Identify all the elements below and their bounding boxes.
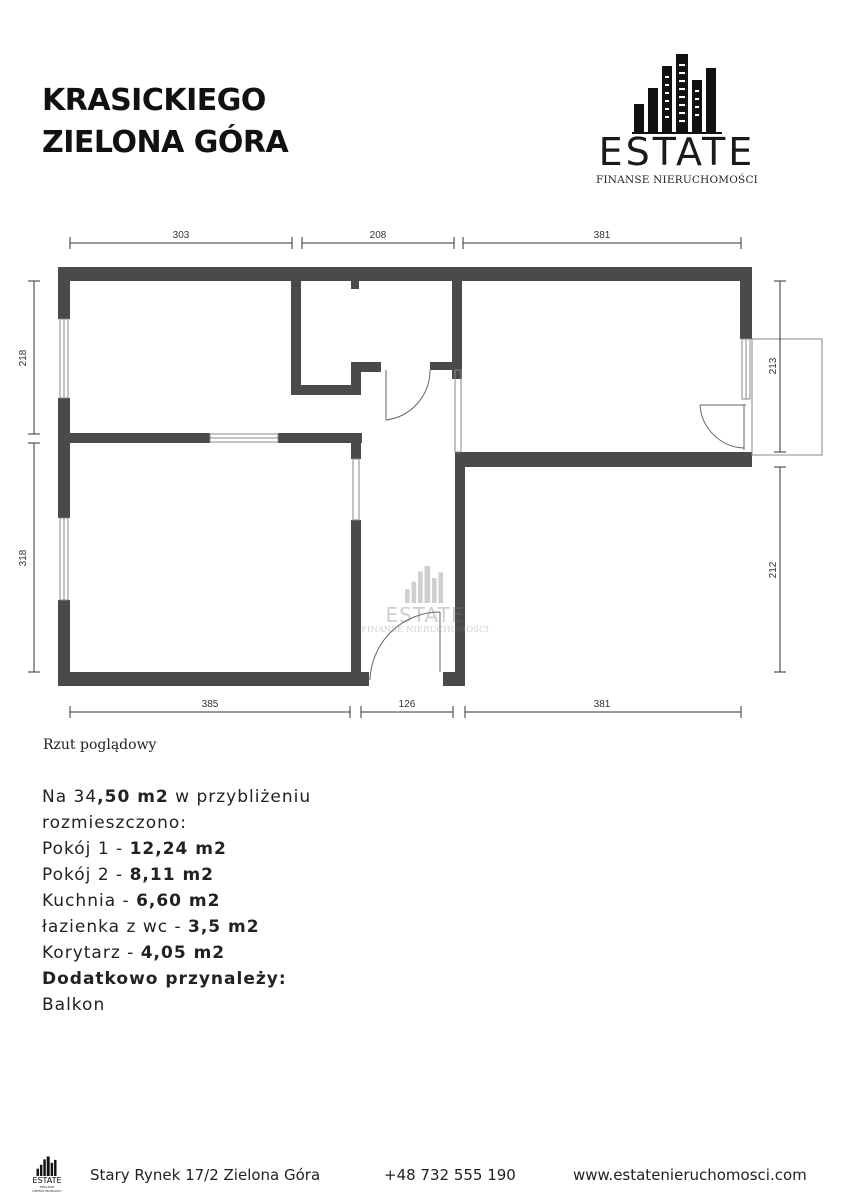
room-label: łazienka z wc - <box>42 917 189 937</box>
room-area: 8,11 m2 <box>129 865 214 885</box>
extra-item: Balkon <box>42 995 106 1015</box>
intro-approx: w przybliżeniu <box>168 787 312 807</box>
dim-right-2: 212 <box>768 561 779 579</box>
footer-logo-tagline: FINANSE NIERUCHOMOŚCI <box>32 1185 62 1193</box>
footer <box>0 1156 855 1196</box>
intro-line <box>42 784 311 810</box>
dim-left-1: 218 <box>18 349 29 367</box>
skyscrapers-icon <box>402 565 448 603</box>
intro-line-2: rozmieszczono: <box>42 813 188 833</box>
room-area: 12,24 m2 <box>129 839 227 859</box>
dim-bottom-3: 381 <box>593 699 611 710</box>
room-item <box>42 914 311 940</box>
intro-area-int: Na 34 <box>42 787 98 807</box>
dim-right-1: 213 <box>768 357 779 375</box>
dim-left-2: 318 <box>18 549 29 567</box>
skyscrapers-icon <box>36 1156 58 1176</box>
logo-tagline: FINANSE NIERUCHOMOŚCI <box>595 174 759 186</box>
watermark-tagline: FINANSE NIERUCHOMOŚCI <box>361 625 489 635</box>
dim-bottom-2: 126 <box>398 699 416 710</box>
room-label: Pokój 2 - <box>42 865 130 885</box>
dim-bottom-1: 385 <box>201 699 219 710</box>
logo-brand: ESTATE <box>598 130 756 174</box>
estate-logo <box>592 52 762 192</box>
room-area: 4,05 m2 <box>140 943 226 963</box>
balcony <box>752 339 822 455</box>
floor-plan <box>0 200 855 725</box>
watermark <box>350 555 500 645</box>
room-label: Pokój 1 - <box>42 839 130 859</box>
title-line-street: KRASICKIEGO <box>42 83 266 118</box>
dim-top-1: 303 <box>172 230 190 241</box>
room-label: Korytarz - <box>42 943 141 963</box>
intro-area-dec: ,50 m2 <box>97 787 169 807</box>
dim-top-2: 208 <box>369 230 387 241</box>
title-line-city: ZIELONA GÓRA <box>42 125 289 160</box>
room-item <box>42 940 311 966</box>
footer-address: Stary Rynek 17/2 Zielona Góra <box>90 1166 321 1184</box>
footer-logo <box>28 1156 66 1192</box>
plan-caption: Rzut poglądowy <box>43 737 157 753</box>
page-title <box>42 80 288 164</box>
room-item <box>42 862 311 888</box>
extra-heading-text: Dodatkowo przynależy: <box>42 969 287 989</box>
area-description <box>42 784 311 1018</box>
room-label: Kuchnia - <box>42 891 137 911</box>
watermark-brand: ESTATE <box>385 603 465 627</box>
room-area: 6,60 m2 <box>136 891 221 911</box>
footer-logo-brand: ESTATE <box>32 1176 62 1185</box>
footer-website[interactable]: www.estatenieruchomosci.com <box>573 1166 807 1184</box>
skyscrapers-icon <box>632 52 722 134</box>
room-area: 3,5 m2 <box>188 917 260 937</box>
room-item <box>42 888 311 914</box>
dim-top-3: 381 <box>593 230 611 241</box>
footer-phone[interactable]: +48 732 555 190 <box>384 1166 516 1184</box>
dimension-lines <box>28 237 786 718</box>
extra-heading <box>42 966 311 992</box>
room-item <box>42 836 311 862</box>
